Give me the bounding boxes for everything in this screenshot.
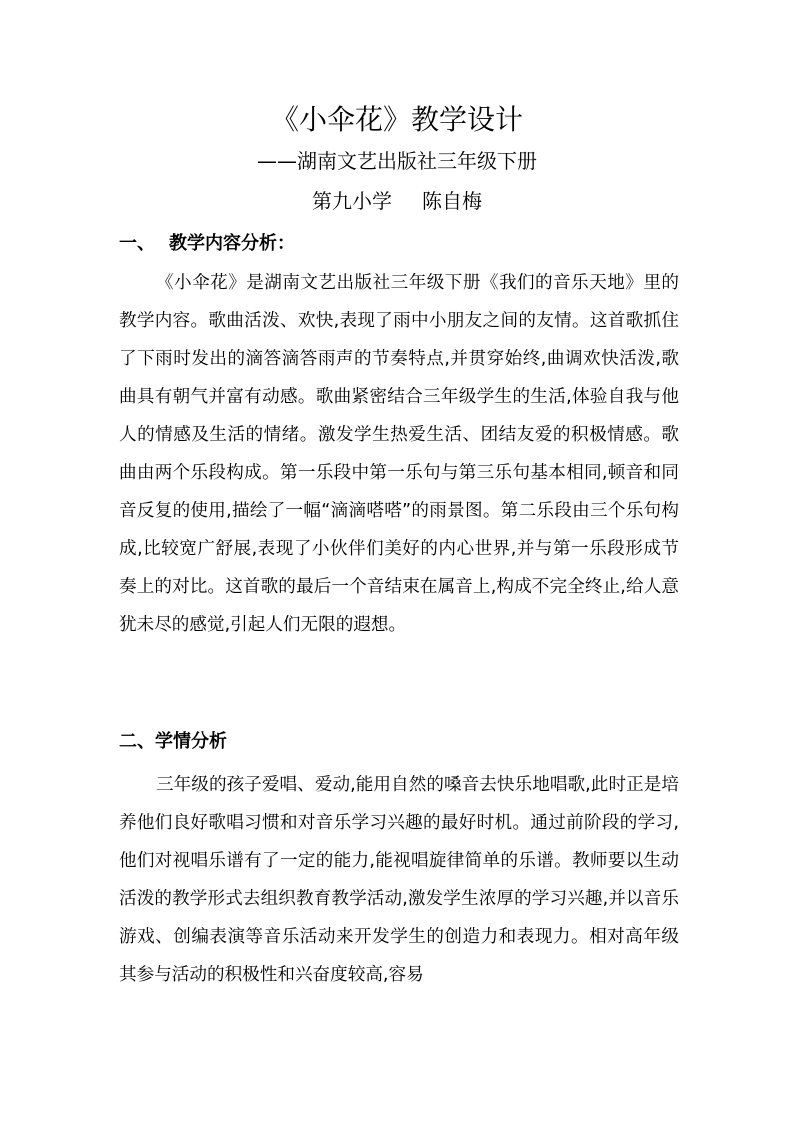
document-title: 《小伞花》教学设计	[270, 103, 523, 136]
section-number: 一、	[119, 233, 155, 254]
author-line	[0, 186, 794, 216]
section-heading-content-analysis	[119, 230, 295, 258]
section-paragraph-learner-analysis: 三年级的孩子爱唱、爱动,能用自然的嗓音去快乐地唱歌,此时正是培养他们良好歌唱习惯和对音乐学习兴趣的最好时机。通过前阶段的学习,他们对视唱乐谱有了一定的能力,能视唱旋律简单的乐谱。教师要以生动活泼的教学形式去组织教育教学活动,激发学生浓厚的学习兴趣,并以音乐游戏、创编表演等音乐活动来开发学生的创造力和表现力。相对高年级其参与活动的积极性和兴奋度较高,容易	[119, 775, 679, 985]
document-subtitle: ——湖南文艺出版社三年级下册	[257, 149, 537, 173]
section-paragraph-content-analysis: 《小伞花》是湖南文艺出版社三年级下册《我们的音乐天地》里的教学内容。歌曲活泼、欢快,表现了雨中小朋友之间的友情。这首歌抓住了下雨时发出的滴答滴答雨声的节奏特点,并贯穿始终,曲调欢快活泼,歌曲具有朝气并富有动感。歌曲紧密结合三年级学生的生活,体验自我与他人的情感及生活的情绪。激发学生热爱生活、团结友爱的积极情感。歌曲由两个乐段构成。第一乐段中第一乐句与第三乐句基本相同,顿音和同音反复的使用,描绘了一幅“滴滴嗒嗒”的雨景图。第二乐段由三个乐句构成,比较宽广舒展,表现了小伙伴们美好的内心世界,并与第一乐段形成节奏上的对比。这首歌的最后一个音结束在属音上,构成不完全终止,给人意犹未尽的感觉,引起人们无限的遐想。	[119, 273, 679, 635]
section-heading-text: 教学内容分析：	[169, 233, 295, 254]
section-heading-learner-analysis	[119, 728, 227, 756]
author-name: 陈自梅	[422, 189, 482, 213]
section-number: 二、	[119, 731, 155, 752]
section-heading-text: 学情分析	[155, 731, 227, 752]
school-name: 第九小学	[312, 189, 392, 213]
